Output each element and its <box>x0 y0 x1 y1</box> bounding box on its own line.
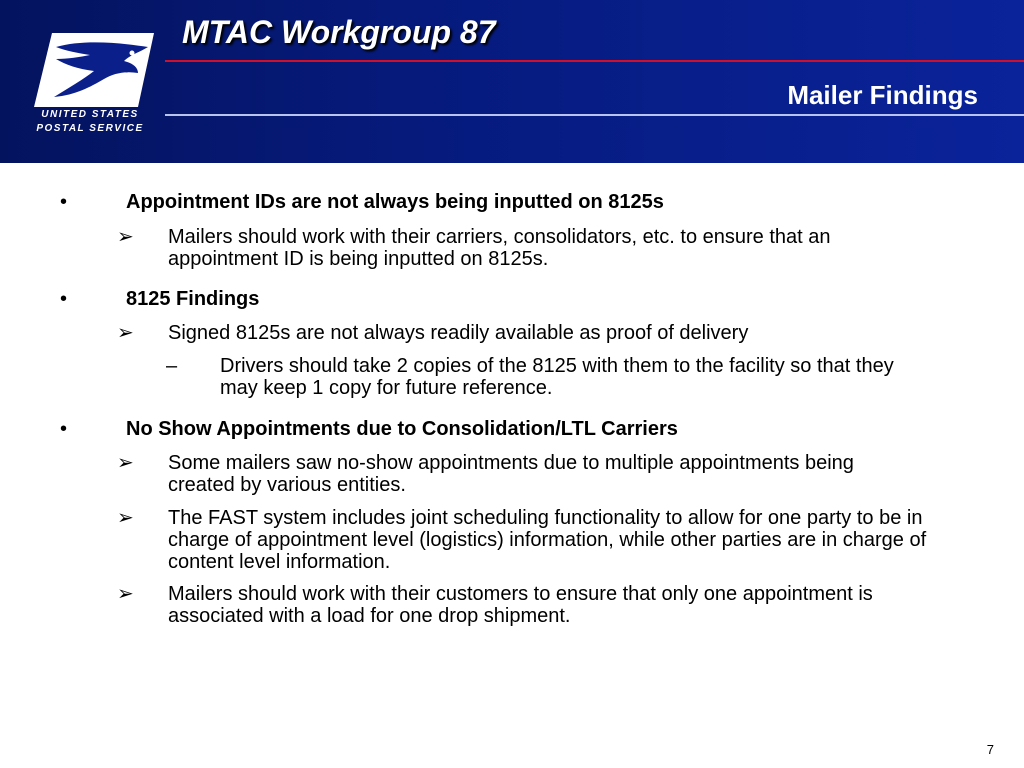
arrow-marker: ➢ <box>117 322 134 344</box>
arrow-marker: ➢ <box>117 226 134 248</box>
logo-text-line2: POSTAL SERVICE <box>36 123 144 134</box>
arrow-item: Mailers should work with their carriers, consolidators, etc. to ensure that an appointment ID is being inputted on 8125s. <box>168 226 831 270</box>
logo-text-line1: UNITED STATES <box>41 109 139 120</box>
section-title: Mailer Findings <box>787 80 978 110</box>
dash-marker: – <box>166 355 178 377</box>
bullet-marker: • <box>60 288 68 310</box>
bullet-heading: Appointment IDs are not always being inputted on 8125s <box>126 191 664 213</box>
dash-item: Drivers should take 2 copies of the 8125 with them to the facility so that they may keep 1 copy for future reference. <box>220 355 894 399</box>
bullet-marker: • <box>60 191 68 213</box>
arrow-item: Some mailers saw no-show appointments due to multiple appointments being created by various entities. <box>168 452 854 496</box>
arrow-item: Signed 8125s are not always readily available as proof of delivery <box>168 322 749 344</box>
bullet-heading: No Show Appointments due to Consolidation/LTL Carriers <box>126 418 678 440</box>
deck-title: MTAC Workgroup 87 <box>182 14 496 50</box>
arrow-marker: ➢ <box>117 583 134 605</box>
arrow-marker: ➢ <box>117 452 134 474</box>
bullet-marker: • <box>60 418 68 440</box>
arrow-item: The FAST system includes joint scheduling functionality to allow for one party to be in charge of appointment level (logistics) information, while other parties are in charge of content level information. <box>168 507 927 573</box>
page-number: 7 <box>986 742 994 757</box>
bullet-heading: 8125 Findings <box>126 288 260 310</box>
arrow-marker: ➢ <box>117 507 134 529</box>
arrow-item: Mailers should work with their customers to ensure that only one appointment is associated with a load for one drop shipment. <box>168 583 873 627</box>
